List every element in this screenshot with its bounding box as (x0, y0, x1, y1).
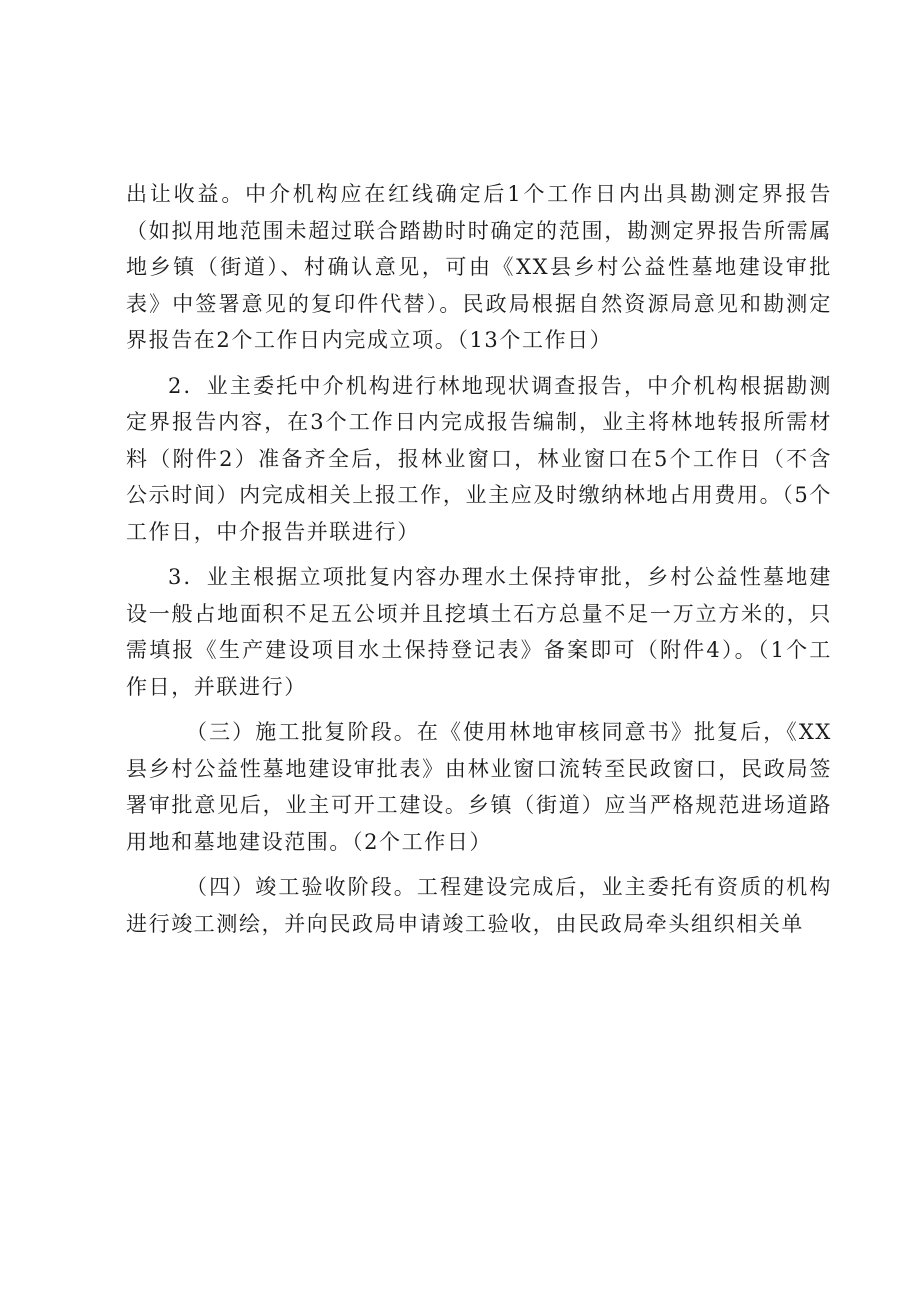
paragraph-section-3: （三）施工批复阶段。在《使用林地审核同意书》批复后，《XX县乡村公益性墓地建设审批表》由林业窗口流转至民政窗口，民政局签署审批意见后，业主可开工建设。乡镇（街道）应当严格规范进场道路用地和墓地建设范围。（2个工作日） (126, 720, 832, 854)
paragraph-item-2: 2．业主委托中介机构进行林地现状调查报告，中介机构根据勘测定界报告内容，在3个工作日内完成报告编制，业主将林地转报所需材料（附件2）准备齐全后，报林业窗口，林业窗口在5个工作日（不含公示时间）内完成相关上报工作，业主应及时缴纳林地占用费用。（5个工作日，中介报告并联进行） (126, 373, 832, 544)
paragraph-section-4: （四）竣工验收阶段。工程建设完成后，业主委托有资质的机构进行竣工测绘，并向民政局申请竣工验收，由民政局牵头组织相关单 (126, 875, 832, 936)
paragraph-item-3: 3．业主根据立项批复内容办理水土保持审批，乡村公益性墓地建设一般占地面积不足五公顷并且挖填土石方总量不足一万立方米的，只需填报《生产建设项目水土保持登记表》备案即可（附件4）。（1个工作日，并联进行） (126, 565, 832, 699)
paragraph-continued: 出让收益。中介机构应在红线确定后1个工作日内出具勘测定界报告（如拟用地范围未超过联合踏勘时时确定的范围，勘测定界报告所需属地乡镇（街道）、村确认意见，可由《XX县乡村公益性墓地建设审批表》中签署意见的复印件代替）。民政局根据自然资源局意见和勘测定界报告在2个工作日内完成立项。（13个工作日） (126, 182, 832, 352)
document-body (126, 176, 832, 951)
